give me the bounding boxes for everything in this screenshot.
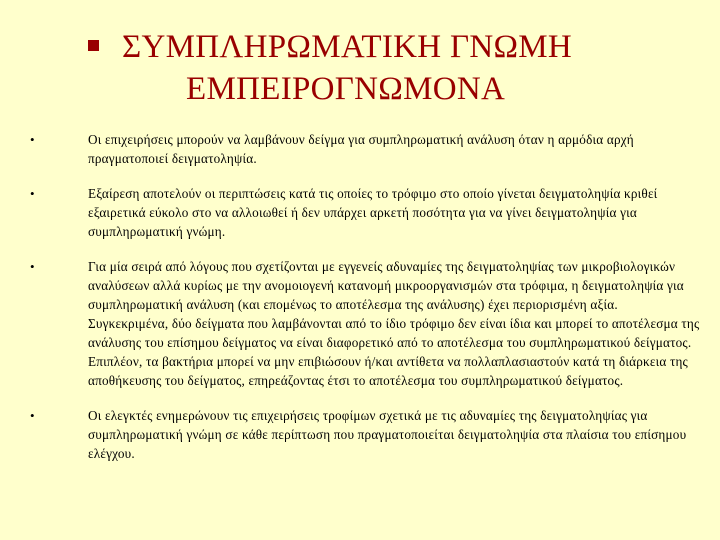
list-item-text: Για μία σειρά από λόγους που σχετίζονται με εγγενείς αδυναμίες της δειγματοληψίας των μικροβιολογικών αναλύσεων αλλά κυρίως με την ανομοιογενή κατανομή μικροοργανισμών στα τρόφιμα, η δειγματοληψία για συμπληρωματική ανάλυση (και επομένως το αποτέλεσμα της ανάλυσης) έχει περιορισμένη αξία. Συγκεκριμένα, δύο δείγματα που λαμβάνονται από το ίδιο τρόφιμο δεν είναι ίδια και μπορεί το αποτέλεσμα της ανάλυσης του επίσημου δείγματος να είναι διαφορετικό από το αποτέλεσμα του συμπληρωματικού δείγματος. Επιπλέον, τα βακτήρια μπορεί να μην επιβιώσουν ή/και αντίθετα να πολλαπλασιαστούν κατά τη διάρκεια της αποθήκευσης του δείγματος, επηρεάζοντας έτσι το αποτέλεσμα του συμπληρωματικού δείγματος.: [88, 259, 700, 388]
slide-title-line-1: ΣΥΜΠΛΗΡΩΜΑΤΙΚΗ ΓΝΩΜΗ: [122, 29, 573, 65]
slide-title: [88, 26, 688, 110]
bullet-dot-icon: •: [30, 408, 35, 423]
list-item: [28, 406, 700, 463]
list-item-text: Εξαίρεση αποτελούν οι περιπτώσεις κατά τις οποίες το τρόφιμο στο οποίο γίνεται δειγματοληψία κριθεί εξαιρετικά εύκολο στο να αλλοιωθεί ή δεν υπάρχει αρκετή ποσότητα για να γίνει δειγματοληψία για συμπληρωματική γνώμη.: [88, 186, 658, 239]
square-bullet-icon: [88, 40, 99, 51]
bullet-list: [28, 130, 700, 479]
slide-title-line-2: ΕΜΠΕΙΡΟΓΝΩΜΟΝΑ: [186, 71, 506, 107]
bullet-dot-icon: •: [30, 259, 35, 274]
list-item-text: Οι ελεγκτές ενημερώνουν τις επιχειρήσεις τροφίμων σχετικά με τις αδυναμίες της δειγματοληψίας για συμπληρωματική γνώμη σε κάθε περίπτωση που πραγματοποιείται δειγματοληψία στα πλαίσια του επίσημου ελέγχου.: [88, 408, 687, 461]
bullet-dot-icon: •: [30, 132, 35, 147]
title-block: [88, 26, 688, 110]
list-item: [28, 257, 700, 390]
bullet-dot-icon: •: [30, 186, 35, 201]
list-item-text: Οι επιχειρήσεις μπορούν να λαμβάνουν δείγμα για συμπληρωματική ανάλυση όταν η αρμόδια αρχή πραγματοποιεί δειγματοληψία.: [88, 132, 634, 166]
list-item: [28, 130, 700, 168]
list-item: [28, 184, 700, 241]
